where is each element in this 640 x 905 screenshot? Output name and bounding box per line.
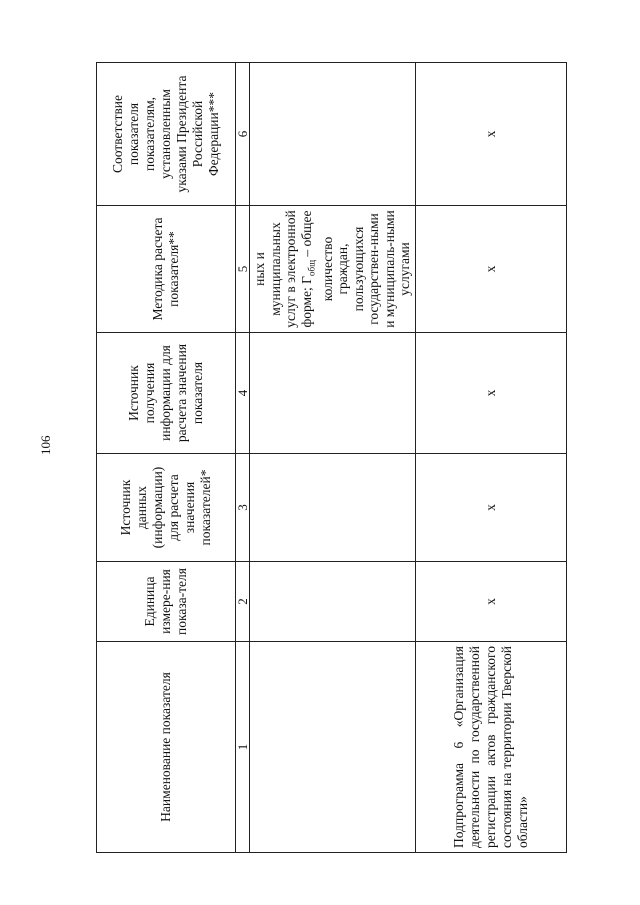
subprogram-row [415,63,566,853]
method-text-before: ных и муниципальных услуг в электронной форме; [252,210,314,328]
subprogram-method: x [415,206,566,333]
subprogram-data-source: x [415,454,566,562]
header-unit: Единица измере-ния показа-теля [97,562,236,642]
header-data-source: Источник данных (информации) для расчета значения показателей* [97,454,236,562]
subprogram-info-source: x [415,333,566,454]
subprogram-unit: x [415,562,566,642]
rotated-table-container [96,63,561,853]
subprogram-correspondence: x [415,63,566,206]
column-number: 2 [236,562,250,642]
cell-empty [250,642,416,853]
method-text-after: – общее количество граждан, пользующихся государствен-ными и муниципаль-ными услугами [298,210,413,328]
column-number: 3 [236,454,250,562]
method-continuation-cell [250,206,416,333]
column-number: 4 [236,333,250,454]
column-number: 1 [236,642,250,853]
header-correspondence: Соответствие показателя показателям, установленным указами Президента Российской Федерации*** [97,63,236,206]
method-subscript: общ [306,259,317,276]
indicators-table [96,62,567,853]
method-symbol: Г [298,276,314,284]
page-number: 106 [38,435,53,455]
column-number: 5 [236,206,250,333]
cell-empty [250,63,416,206]
header-row [97,63,236,853]
cell-empty [250,454,416,562]
column-number: 6 [236,63,250,206]
subprogram-name: Подпрограмма 6 «Организация деятельности по государственной регистрации актов гражданского состояния на территории Тверской области» [415,642,566,853]
column-number-row [236,63,250,853]
header-indicator-name: Наименование показателя [97,642,236,853]
cell-empty [250,333,416,454]
header-info-source: Источник получения информации для расчета значения показателя [97,333,236,454]
cell-empty [250,562,416,642]
continuation-row [250,63,416,853]
header-method: Методика расчета показателя** [97,206,236,333]
